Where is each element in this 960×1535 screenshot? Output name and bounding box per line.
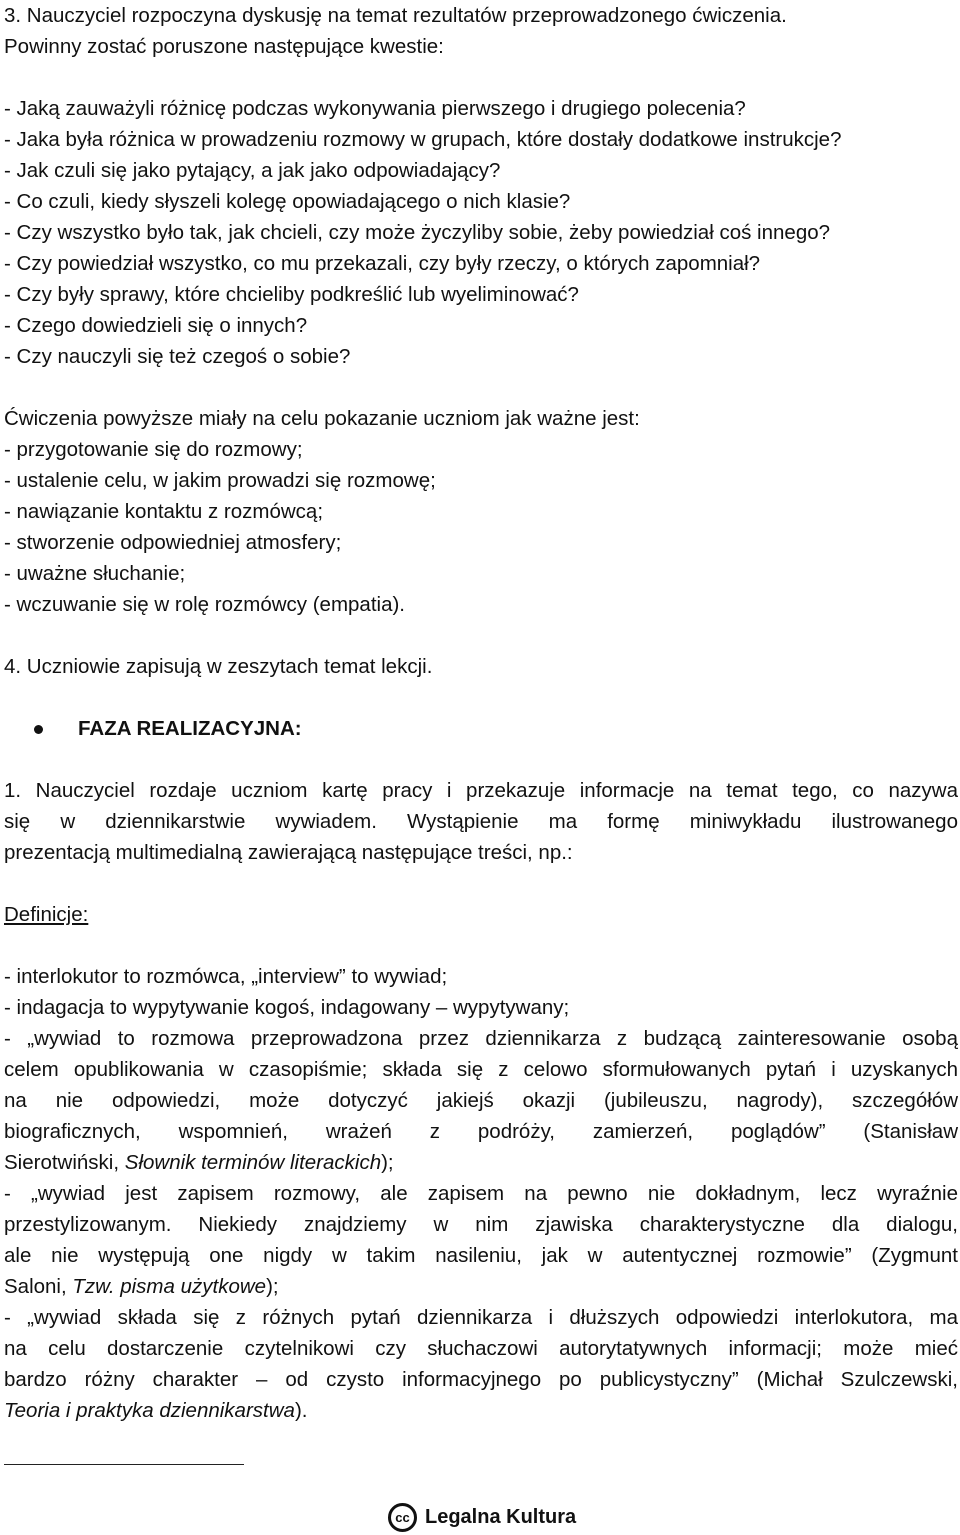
quote3-close: ). <box>294 1399 308 1422</box>
quote2-author: Saloni, <box>4 1275 73 1298</box>
quote2-line2: przestylizowanym. Niekiedy znajdziemy w nim zjawiska charakterystyczne dla dialogu, <box>4 1213 958 1236</box>
quote1-line4: biograficznych, wspomnień, wrażeń z podróży, zamierzeń, poglądów” (Stanisław <box>4 1120 958 1143</box>
question-item: - Czego dowiedzieli się o innych? <box>4 314 308 337</box>
quote3-line2: na celu dostarczenie czytelnikowi czy słuchaczowi autorytatywnych informacji; może mieć <box>4 1337 958 1360</box>
question-item: - Jaka była różnica w prowadzeniu rozmowy w grupach, które dostały dodatkowe instrukcje? <box>4 128 842 151</box>
step1-line1: 1. Nauczyciel rozdaje uczniom kartę pracy i przekazuje informacje na temat tego, co nazywa <box>4 779 958 802</box>
quote2-line1: - „wywiad jest zapisem rozmowy, ale zapisem na pewno nie dokładnym, lecz wyraźnie <box>4 1182 958 1205</box>
question-item: - Czy były sprawy, które chcieliby podkreślić lub wyeliminować? <box>4 283 579 306</box>
quote1-source-title: Słownik terminów literackich <box>124 1151 382 1174</box>
quote1-author: Sierotwiński, <box>4 1151 125 1174</box>
goal-item: - uważne słuchanie; <box>4 562 186 585</box>
definition-interlokutor: - interlokutor to rozmówca, „interview” to wywiad; <box>4 965 448 988</box>
quote1-line3: na nie odpowiedzi, może dotyczyć jakiejś okazji (jubileuszu, nagrody), szczegółów <box>4 1089 958 1112</box>
phase-heading-row <box>4 713 958 744</box>
quote1-line2: celem opublikowania w czasopiśmie; składa się z celowo sformułowanych pytań i uzyskanych <box>4 1058 958 1081</box>
goal-item: - przygotowanie się do rozmowy; <box>4 438 303 461</box>
quote3-line4 <box>4 1395 958 1426</box>
quote3-source-title: Teoria i praktyka dziennikarstwa <box>4 1399 295 1422</box>
question-item: - Jak czuli się jako pytający, a jak jako odpowiadający? <box>4 159 501 182</box>
goal-item: - nawiązanie kontaktu z rozmówcą; <box>4 500 324 523</box>
goal-item: - wczuwanie się w rolę rozmówcy (empatia). <box>4 593 406 616</box>
step1-line2: się w dziennikarstwie wywiadem. Wystąpienie ma formę miniwykładu ilustrowanego <box>4 810 958 833</box>
quote1-line1: - „wywiad to rozmowa przeprowadzona przez dziennikarza z budzącą zainteresowanie osobą <box>4 1027 958 1050</box>
question-item: - Czy wszystko było tak, jak chcieli, czy może życzyliby sobie, żeby powiedział coś innego? <box>4 221 831 244</box>
step1-line3: prezentacją multimedialną zawierającą następujące treści, np.: <box>4 841 573 864</box>
document-page <box>4 0 958 1426</box>
section3-intro-line2: Powinny zostać poruszone następujące kwestie: <box>4 35 444 58</box>
brand-name: Legalna Kultura <box>425 1505 577 1528</box>
quote1-line5 <box>4 1147 958 1178</box>
quote2-source-title: Tzw. pisma użytkowe <box>72 1275 267 1298</box>
quote3-line1: - „wywiad składa się z różnych pytań dziennikarza i dłuższych odpowiedzi interlokutora, ma <box>4 1306 958 1329</box>
quote2-close: ); <box>266 1275 279 1298</box>
definitions-heading: Definicje: <box>4 903 89 926</box>
quote1-close: ); <box>381 1151 394 1174</box>
footer-logo <box>388 1500 576 1534</box>
definition-indagacja: - indagacja to wypytywanie kogoś, indagowany – wypytywany; <box>4 996 570 1019</box>
quote2-line4 <box>4 1271 958 1302</box>
footnote-divider <box>4 1464 244 1465</box>
section3-intro-line1: 3. Nauczyciel rozpoczyna dyskusję na temat rezultatów przeprowadzonego ćwiczenia. <box>4 4 787 27</box>
goal-item: - stworzenie odpowiedniej atmosfery; <box>4 531 342 554</box>
phase-heading: FAZA REALIZACYJNA: <box>78 717 302 740</box>
question-item: - Jaką zauważyli różnicę podczas wykonywania pierwszego i drugiego polecenia? <box>4 97 746 120</box>
quote3-line3: bardzo różny charakter – od czysto informacyjnego po publicystyczny” (Michał Szulczewski, <box>4 1368 958 1391</box>
quote2-line3: ale nie występują one nigdy w takim nasileniu, jak w autentycznej rozmowie” (Zygmunt <box>4 1244 958 1267</box>
goals-list <box>4 434 958 620</box>
bullet-icon <box>34 725 43 734</box>
step4-text: 4. Uczniowie zapisują w zeszytach temat lekcji. <box>4 655 433 678</box>
question-item: - Czy powiedział wszystko, co mu przekazali, czy były rzeczy, o których zapomniał? <box>4 252 761 275</box>
question-list <box>4 93 958 372</box>
question-item: - Co czuli, kiedy słyszeli kolegę opowiadającego o nich klasie? <box>4 190 571 213</box>
goals-intro: Ćwiczenia powyższe miały na celu pokazanie uczniom jak ważne jest: <box>4 407 640 430</box>
goal-item: - ustalenie celu, w jakim prowadzi się rozmowę; <box>4 469 436 492</box>
question-item: - Czy nauczyli się też czegoś o sobie? <box>4 345 351 368</box>
creative-commons-icon: cc <box>388 1503 417 1532</box>
